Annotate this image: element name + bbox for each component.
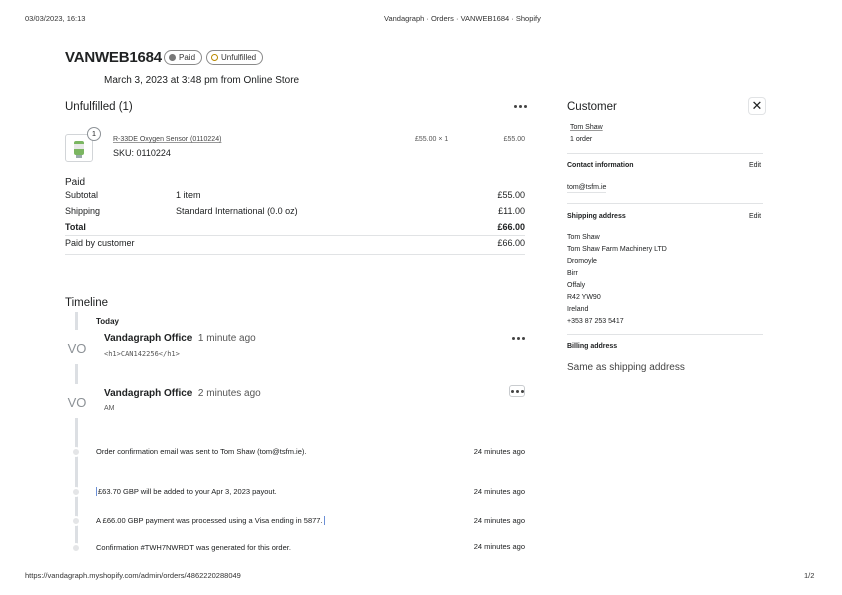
paid-by-customer-amount: £66.00 [497, 238, 525, 248]
paid-bottom-divider [65, 254, 525, 255]
comment-header [104, 333, 256, 344]
subtotal-label: Subtotal [65, 190, 99, 200]
print-page-number: 1/2 [804, 571, 815, 580]
customer-orders: 1 order [570, 136, 593, 143]
comment-more-button[interactable] [510, 332, 526, 344]
unfulfilled-dot-icon [211, 54, 218, 61]
comment-time: 1 minute ago [197, 333, 256, 344]
paid-by-customer-label: Paid by customer [65, 238, 135, 248]
shipping-desc: Standard International (0.0 oz) [176, 206, 298, 216]
timeline-event [96, 516, 325, 525]
timeline-event-time: 24 minutes ago [473, 447, 525, 456]
contact-edit-button[interactable]: Edit [749, 162, 762, 169]
contact-divider [567, 203, 763, 204]
avatar: VO [67, 395, 87, 410]
product-sku: SKU: 0110224 [113, 148, 171, 158]
timeline-event [96, 487, 277, 496]
address-line: R42 YW90 [567, 294, 601, 301]
address-line: Tom Shaw Farm Machinery LTD [567, 246, 667, 253]
comment-author: Vandagraph Office [104, 333, 193, 344]
print-url: https://vandagraph.myshopify.com/admin/orders/4862220288049 [25, 571, 241, 580]
product-line-total: £55.00 [503, 136, 525, 143]
print-title: Vandagraph · Orders · VANWEB1684 · Shopify [384, 14, 541, 23]
billing-address-value: Same as shipping address [567, 362, 685, 373]
shipping-label: Shipping [65, 206, 101, 216]
avatar: VO [67, 341, 87, 356]
comment-body: AM [104, 405, 115, 412]
billing-address-title: Billing address [567, 343, 618, 350]
product-price-qty: £55.00 × 1 [415, 136, 449, 143]
address-line: Offaly [567, 282, 586, 289]
timeline-rail [75, 364, 78, 384]
comment-header [104, 388, 261, 399]
paid-badge [164, 50, 202, 65]
paid-divider [65, 235, 525, 236]
shipping-divider [567, 334, 763, 335]
address-line: Ireland [567, 306, 589, 313]
timeline-rail [75, 418, 78, 548]
timeline-event-text: £63.70 GBP will be added to your Apr 3, 2023 payout. [98, 487, 277, 496]
timeline-event-time: 24 minutes ago [473, 542, 525, 551]
unfulfilled-title: Unfulfilled (1) [65, 101, 133, 113]
address-line: Dromoyle [567, 258, 597, 265]
timeline-title: Timeline [65, 297, 109, 309]
shipping-amount: £11.00 [498, 206, 525, 216]
total-amount: £66.00 [497, 222, 525, 232]
subtotal-amount: £55.00 [497, 190, 525, 200]
timeline-event-time: 24 minutes ago [473, 516, 525, 525]
customer-divider [567, 153, 763, 154]
print-date: 03/03/2023, 16:13 [25, 14, 86, 23]
contact-info-title: Contact information [567, 162, 634, 169]
product-name-link[interactable]: R-33DE Oxygen Sensor (0110224) [113, 136, 222, 143]
timeline-event: Order confirmation email was sent to Tom Shaw (tom@tsfm.ie). [96, 447, 307, 456]
comment-author: Vandagraph Office [104, 388, 193, 399]
timeline-event: Confirmation #TWH7NWRDT was generated for this order. [96, 543, 291, 552]
timeline-event-text: A £66.00 GBP payment was processed using a Visa ending in 5877. [96, 516, 323, 525]
address-line: Birr [567, 270, 578, 277]
comment-time: 2 minutes ago [197, 388, 261, 399]
timeline-dot [71, 543, 81, 553]
customer-email[interactable]: tom@tsfm.ie [567, 184, 607, 191]
unfulfilled-badge-label: Unfulfilled [221, 53, 257, 62]
paid-badge-label: Paid [179, 53, 196, 62]
address-line: Tom Shaw [567, 234, 600, 241]
timeline-dot [71, 516, 81, 526]
timeline-event-time: 24 minutes ago [473, 487, 525, 496]
paid-title: Paid [65, 177, 86, 188]
timeline-dot [71, 487, 81, 497]
unfulfilled-badge [206, 50, 263, 65]
comment-body: <h1>CAN142256</h1> [104, 350, 180, 358]
unfulfilled-more-button[interactable] [512, 100, 528, 112]
customer-name-link[interactable]: Tom Shaw [570, 124, 603, 131]
timeline-dot [71, 447, 81, 457]
order-placed: March 3, 2023 at 3:48 pm from Online Store [104, 75, 300, 86]
timeline-rail [75, 312, 78, 330]
close-icon[interactable]: ✕ [749, 98, 765, 114]
total-label: Total [65, 222, 86, 232]
address-phone: +353 87 253 5417 [567, 318, 624, 325]
quantity-badge: 1 [87, 127, 101, 141]
timeline-today: Today [96, 317, 119, 326]
subtotal-desc: 1 item [176, 190, 201, 200]
comment-more-button[interactable] [509, 385, 525, 397]
customer-title: Customer [567, 101, 617, 113]
paid-dot-icon [169, 54, 176, 61]
shipping-edit-button[interactable]: Edit [749, 213, 762, 220]
shipping-address-title: Shipping address [567, 213, 626, 220]
order-number: VANWEB1684 [65, 49, 162, 66]
